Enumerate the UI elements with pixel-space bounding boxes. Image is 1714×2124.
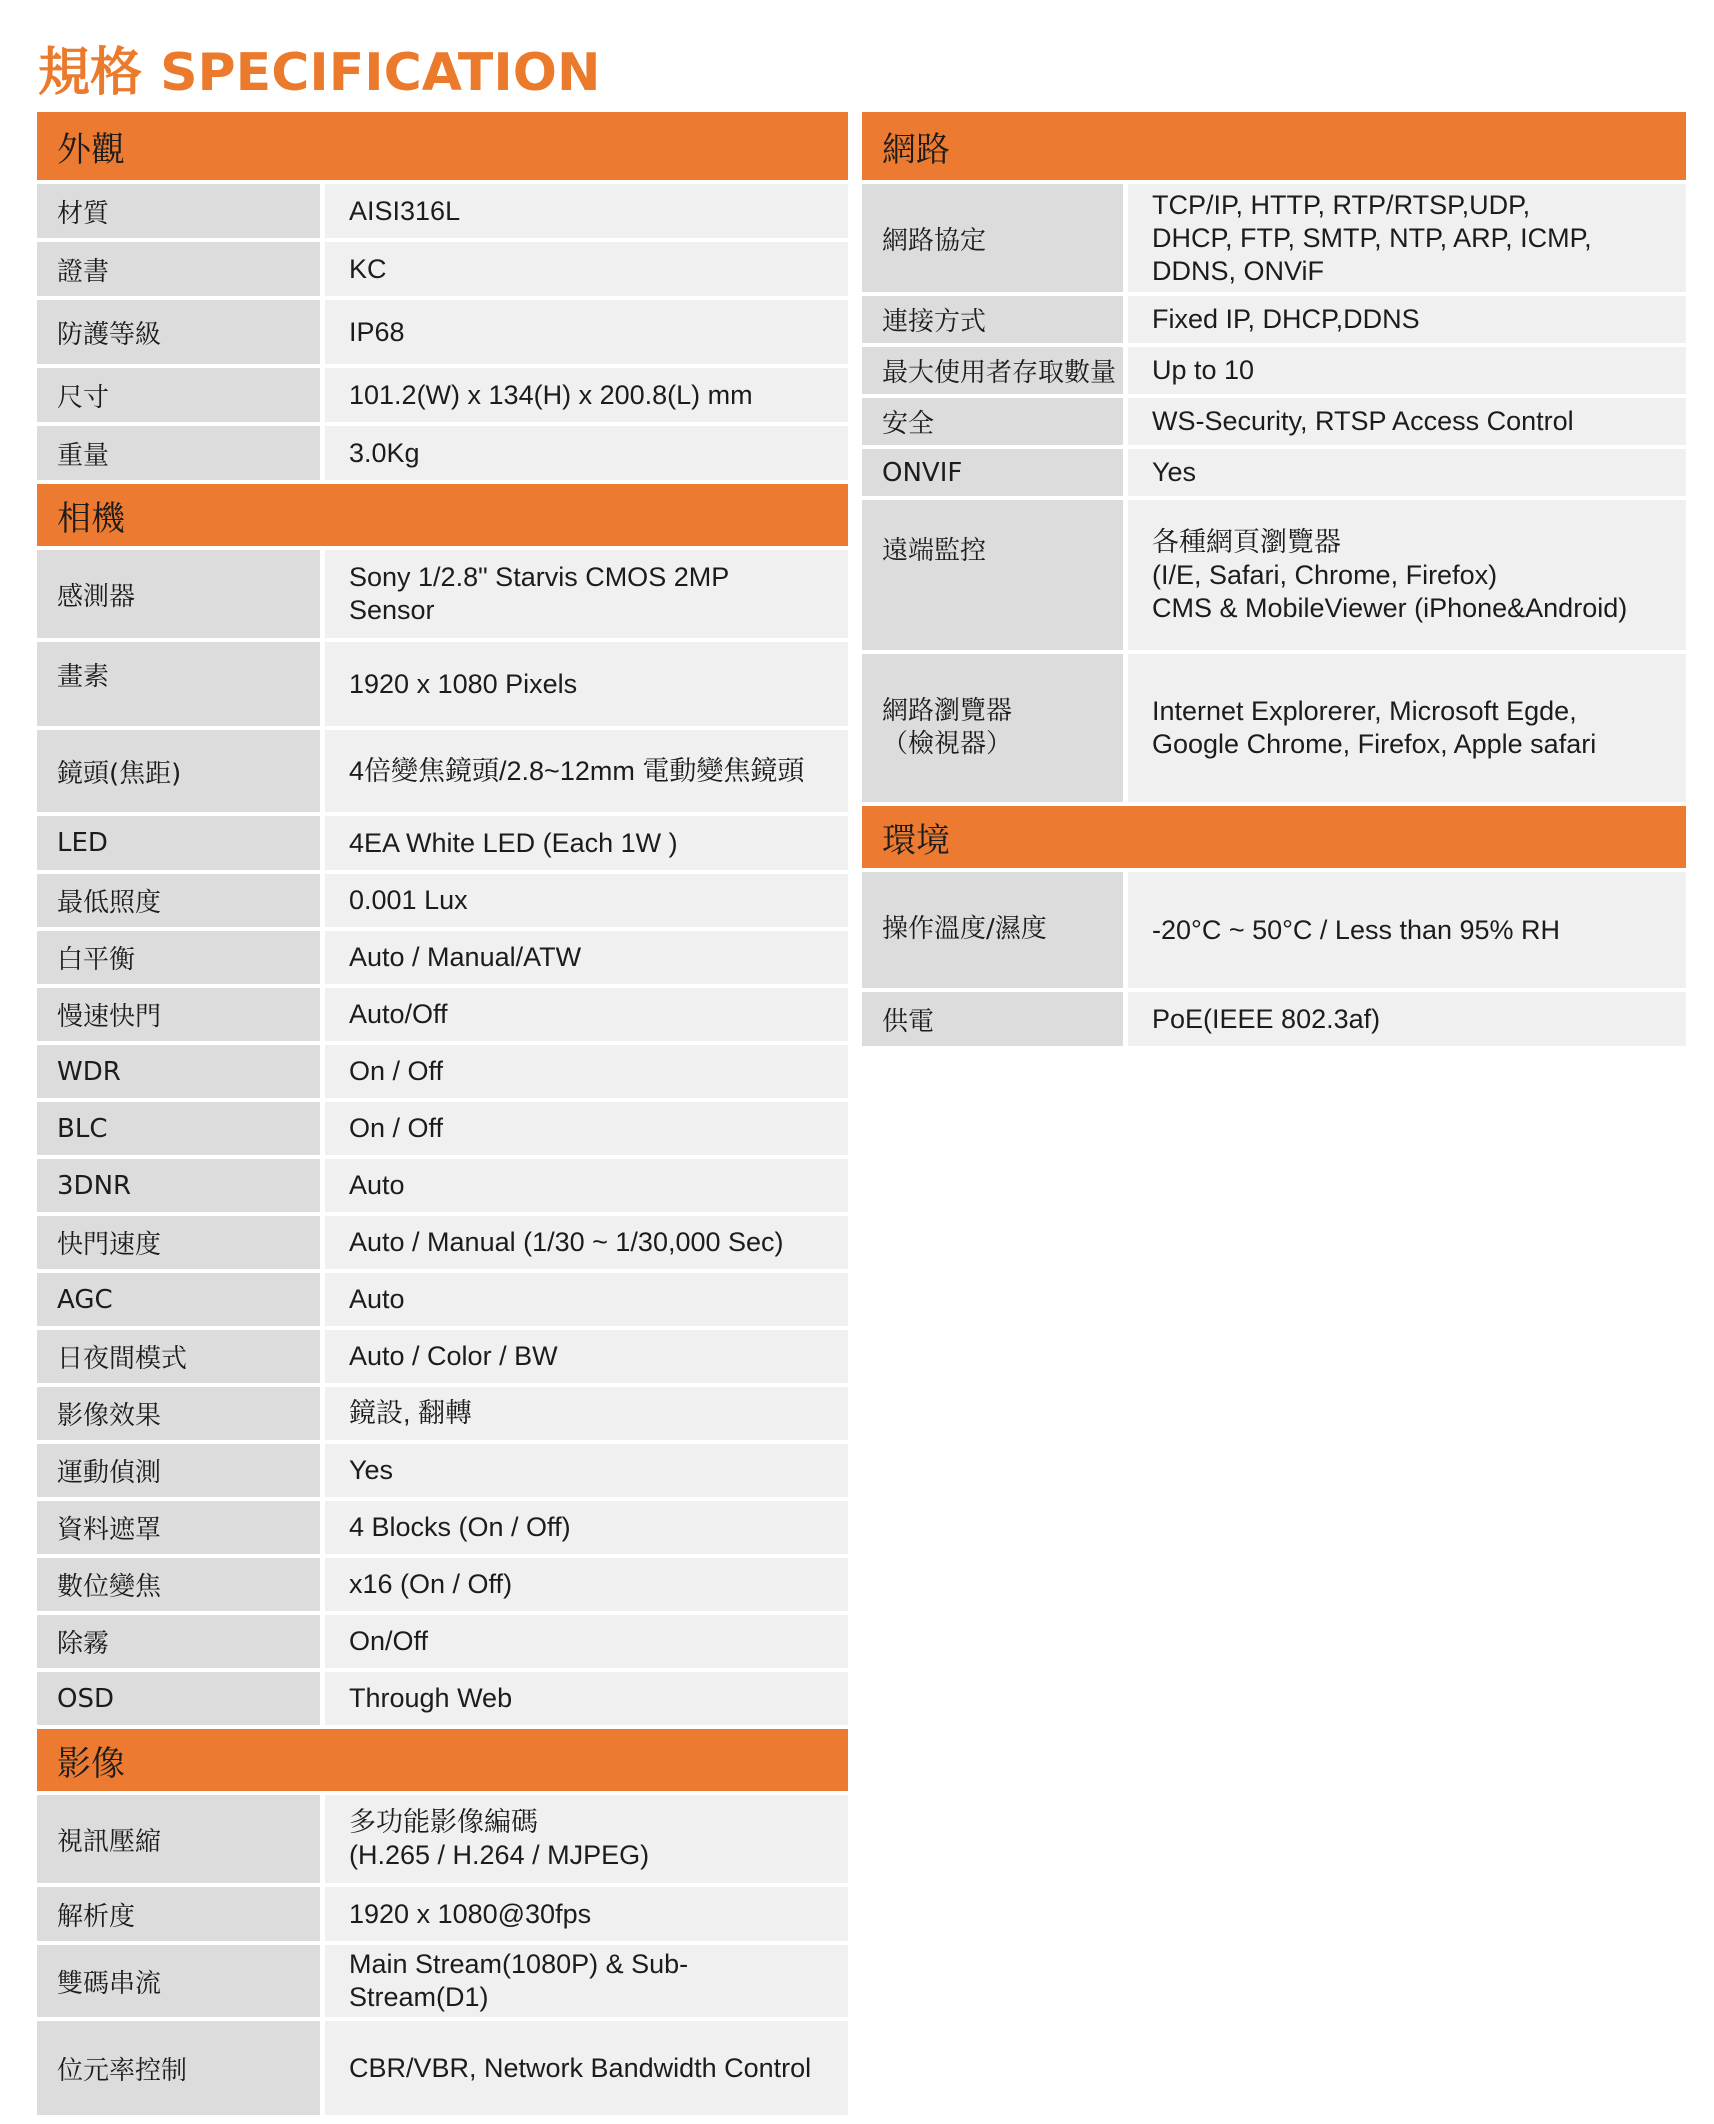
spec-label: 尺寸 bbox=[37, 368, 320, 422]
spec-label: 最低照度 bbox=[37, 874, 320, 927]
spec-row bbox=[862, 347, 1686, 394]
spec-value: 101.2(W) x 134(H) x 200.8(L) mm bbox=[325, 368, 848, 422]
spec-label: 連接方式 bbox=[862, 296, 1123, 343]
spec-row bbox=[37, 1102, 848, 1155]
spec-row bbox=[37, 1672, 848, 1725]
spec-row bbox=[37, 816, 848, 870]
spec-label: 最大使用者存取數量 bbox=[862, 347, 1123, 394]
spec-label: 重量 bbox=[37, 426, 320, 480]
spec-value: 4 Blocks (On / Off) bbox=[325, 1501, 848, 1554]
spec-label: WDR bbox=[37, 1045, 320, 1098]
spec-value: Sony 1/2.8" Starvis CMOS 2MP Sensor bbox=[325, 550, 848, 638]
spec-value: On / Off bbox=[325, 1045, 848, 1098]
spec-label: 網路瀏覽器 （檢視器） bbox=[862, 654, 1123, 802]
section-header-video: 影像 bbox=[37, 1729, 848, 1791]
spec-label: 慢速快門 bbox=[37, 988, 320, 1041]
spec-value: 4EA White LED (Each 1W ) bbox=[325, 816, 848, 870]
spec-row bbox=[37, 730, 848, 812]
spec-row bbox=[37, 242, 848, 296]
spec-row bbox=[37, 642, 848, 726]
spec-label: ONVIF bbox=[862, 449, 1123, 496]
spec-row bbox=[37, 550, 848, 638]
spec-label: 3DNR bbox=[37, 1159, 320, 1212]
spec-row bbox=[37, 1444, 848, 1497]
spec-row bbox=[37, 184, 848, 238]
spec-value: On/Off bbox=[325, 1615, 848, 1668]
spec-row bbox=[862, 500, 1686, 650]
spec-row bbox=[862, 992, 1686, 1046]
spec-value: WS-Security, RTSP Access Control bbox=[1128, 398, 1686, 445]
spec-label: 感測器 bbox=[37, 550, 320, 638]
section-header-environment: 環境 bbox=[862, 806, 1686, 868]
spec-value: Auto bbox=[325, 1159, 848, 1212]
spec-row bbox=[37, 300, 848, 364]
spec-row bbox=[37, 1045, 848, 1098]
spec-label: 運動偵測 bbox=[37, 1444, 320, 1497]
spec-value: Up to 10 bbox=[1128, 347, 1686, 394]
spec-label: 防護等級 bbox=[37, 300, 320, 364]
spec-value: -20°C ~ 50°C / Less than 95% RH bbox=[1128, 872, 1686, 988]
spec-label: 位元率控制 bbox=[37, 2021, 320, 2115]
spec-value: 4倍變焦鏡頭/2.8~12mm 電動變焦鏡頭 bbox=[325, 730, 848, 812]
spec-label: 網路協定 bbox=[862, 184, 1123, 292]
spec-row bbox=[862, 872, 1686, 988]
spec-row bbox=[37, 1216, 848, 1269]
spec-value: 鏡設, 翻轉 bbox=[325, 1387, 848, 1440]
spec-row bbox=[37, 988, 848, 1041]
spec-row bbox=[37, 426, 848, 480]
spec-label: 材質 bbox=[37, 184, 320, 238]
spec-row bbox=[37, 1501, 848, 1554]
spec-row bbox=[37, 874, 848, 927]
spec-row bbox=[862, 296, 1686, 343]
spec-value: Fixed IP, DHCP,DDNS bbox=[1128, 296, 1686, 343]
spec-row bbox=[37, 1387, 848, 1440]
spec-value: KC bbox=[325, 242, 848, 296]
spec-label: 操作溫度/濕度 bbox=[862, 872, 1123, 988]
spec-label: 遠端監控 bbox=[862, 500, 1123, 650]
spec-label: OSD bbox=[37, 1672, 320, 1725]
spec-value: Auto / Manual/ATW bbox=[325, 931, 848, 984]
spec-label: AGC bbox=[37, 1273, 320, 1326]
section-header-camera: 相機 bbox=[37, 484, 848, 546]
spec-value: Yes bbox=[1128, 449, 1686, 496]
spec-value: Through Web bbox=[325, 1672, 848, 1725]
spec-value: On / Off bbox=[325, 1102, 848, 1155]
section-header-network: 網路 bbox=[862, 112, 1686, 180]
spec-label: 白平衡 bbox=[37, 931, 320, 984]
spec-value: Auto / Color / BW bbox=[325, 1330, 848, 1383]
spec-label: 供電 bbox=[862, 992, 1123, 1046]
spec-row bbox=[37, 1615, 848, 1668]
spec-value: Auto / Manual (1/30 ~ 1/30,000 Sec) bbox=[325, 1216, 848, 1269]
spec-value: 1920 x 1080 Pixels bbox=[325, 642, 848, 726]
spec-value: Auto bbox=[325, 1273, 848, 1326]
spec-label: 數位變焦 bbox=[37, 1558, 320, 1611]
spec-value: 3.0Kg bbox=[325, 426, 848, 480]
spec-row bbox=[37, 1558, 848, 1611]
right-column bbox=[862, 112, 1686, 1046]
spec-value: x16 (On / Off) bbox=[325, 1558, 848, 1611]
spec-label: LED bbox=[37, 816, 320, 870]
spec-row bbox=[37, 1273, 848, 1326]
spec-label: BLC bbox=[37, 1102, 320, 1155]
spec-row bbox=[862, 398, 1686, 445]
spec-row bbox=[862, 184, 1686, 292]
spec-label: 安全 bbox=[862, 398, 1123, 445]
spec-value: CBR/VBR, Network Bandwidth Control bbox=[325, 2021, 848, 2115]
spec-row bbox=[37, 2021, 848, 2115]
spec-row bbox=[37, 1945, 848, 2017]
spec-value: 各種網頁瀏覽器 (I/E, Safari, Chrome, Firefox) CMS & MobileViewer (iPhone&Android) bbox=[1128, 500, 1686, 650]
spec-label: 畫素 bbox=[37, 642, 320, 726]
spec-label: 影像效果 bbox=[37, 1387, 320, 1440]
spec-row bbox=[862, 449, 1686, 496]
spec-value: IP68 bbox=[325, 300, 848, 364]
spec-value: Auto/Off bbox=[325, 988, 848, 1041]
spec-row bbox=[37, 1887, 848, 1941]
spec-label: 日夜間模式 bbox=[37, 1330, 320, 1383]
spec-row bbox=[37, 368, 848, 422]
spec-label: 鏡頭(焦距) bbox=[37, 730, 320, 812]
spec-row bbox=[862, 654, 1686, 802]
spec-value: AISI316L bbox=[325, 184, 848, 238]
spec-row bbox=[37, 1330, 848, 1383]
spec-label: 證書 bbox=[37, 242, 320, 296]
spec-value: PoE(IEEE 802.3af) bbox=[1128, 992, 1686, 1046]
spec-label: 快門速度 bbox=[37, 1216, 320, 1269]
spec-label: 雙碼串流 bbox=[37, 1945, 320, 2017]
spec-label: 解析度 bbox=[37, 1887, 320, 1941]
spec-value: Main Stream(1080P) & Sub-Stream(D1) bbox=[325, 1945, 848, 2017]
page-title: 規格 SPECIFICATION bbox=[38, 43, 601, 103]
spec-value: Internet Explorerer, Microsoft Egde, Google Chrome, Firefox, Apple safari bbox=[1128, 654, 1686, 802]
spec-row bbox=[37, 1795, 848, 1883]
spec-value: Yes bbox=[325, 1444, 848, 1497]
spec-label: 資料遮罩 bbox=[37, 1501, 320, 1554]
spec-value: TCP/IP, HTTP, RTP/RTSP,UDP, DHCP, FTP, SMTP, NTP, ARP, ICMP, DDNS, ONViF bbox=[1128, 184, 1686, 292]
spec-value: 0.001 Lux bbox=[325, 874, 848, 927]
spec-label: 視訊壓縮 bbox=[37, 1795, 320, 1883]
spec-row bbox=[37, 931, 848, 984]
spec-value: 多功能影像編碼 (H.265 / H.264 / MJPEG) bbox=[325, 1795, 848, 1883]
left-column bbox=[37, 112, 848, 2115]
spec-row bbox=[37, 1159, 848, 1212]
spec-label: 除霧 bbox=[37, 1615, 320, 1668]
section-header-appearance: 外觀 bbox=[37, 112, 848, 180]
spec-value: 1920 x 1080@30fps bbox=[325, 1887, 848, 1941]
